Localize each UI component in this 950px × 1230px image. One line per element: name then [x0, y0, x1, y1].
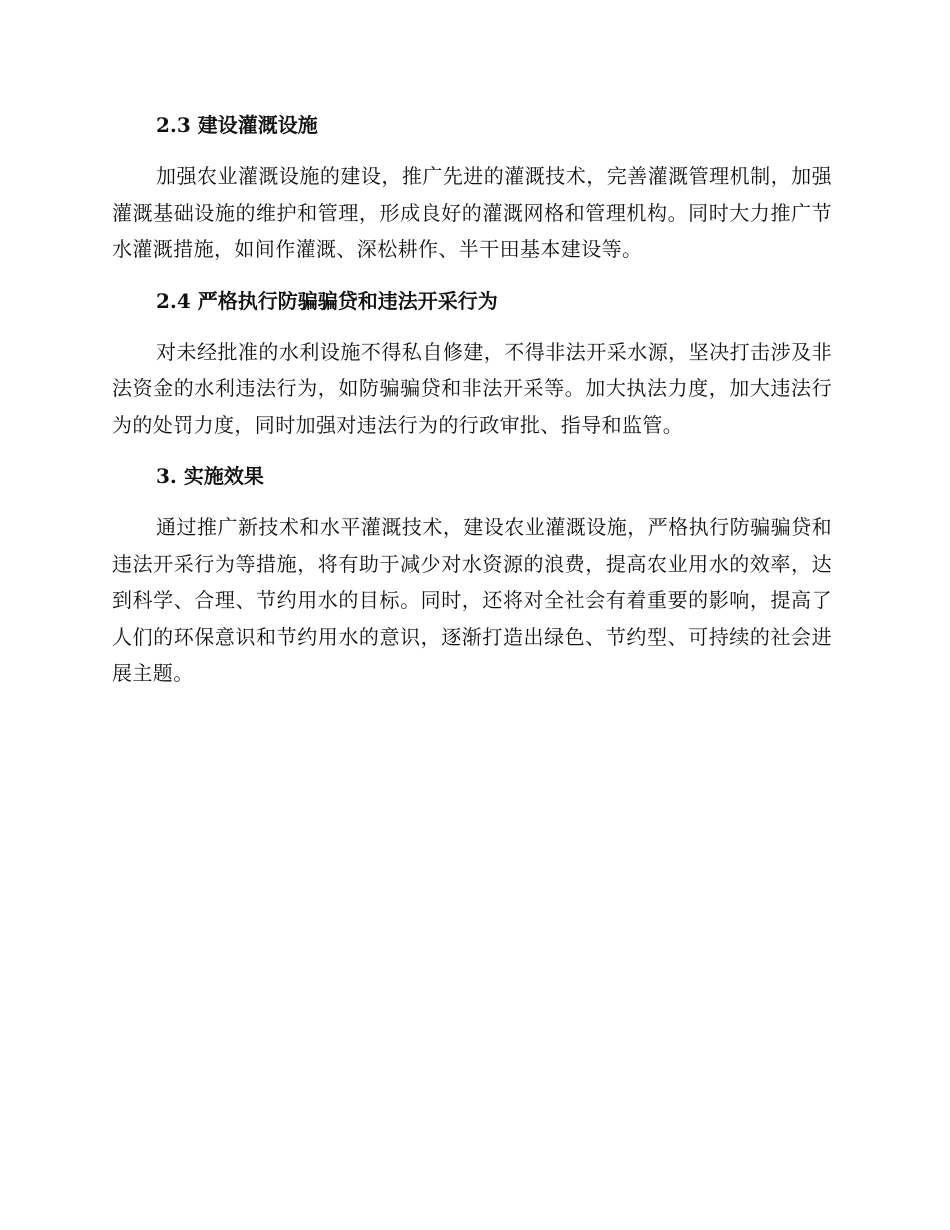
section-3 [112, 461, 832, 692]
section-paragraph: 加强农业灌溉设施的建设，推广先进的灌溉技术，完善灌溉管理机制，加强灌溉基础设施的维护和管理，形成良好的灌溉网格和管理机构。同时大力推广节水灌溉措施，如间作灌溉、深松耕作、半干田基本建设等。 [112, 164, 832, 261]
section-paragraph: 通过推广新技术和水平灌溉技术，建设农业灌溉设施，严格执行防骗骗贷和违法开采行为等措施，将有助于减少对水资源的浪费，提高农业用水的效率，达到科学、合理、节约用水的目标。同时，还将对全社会有着重要的影响，提高了人们的环保意识和节约用水的意识，逐渐打造出绿色、节约型、可持续的社会进展主题。 [112, 515, 832, 685]
section-paragraph: 对未经批准的水利设施不得私自修建，不得非法开采水源，坚决打击涉及非法资金的水利违法行为，如防骗骗贷和非法开采等。加大执法力度，加大违法行为的处罚力度，同时加强对违法行为的行政审批、指导和监管。 [112, 339, 832, 437]
section-2-3 [112, 110, 832, 268]
section-2-4 [112, 286, 832, 444]
section-heading: 2.4 严格执行防骗骗贷和违法开采行为 [156, 288, 498, 313]
section-heading: 3. 实施效果 [156, 464, 264, 488]
section-heading: 2.3 建设灌溉设施 [156, 113, 318, 137]
